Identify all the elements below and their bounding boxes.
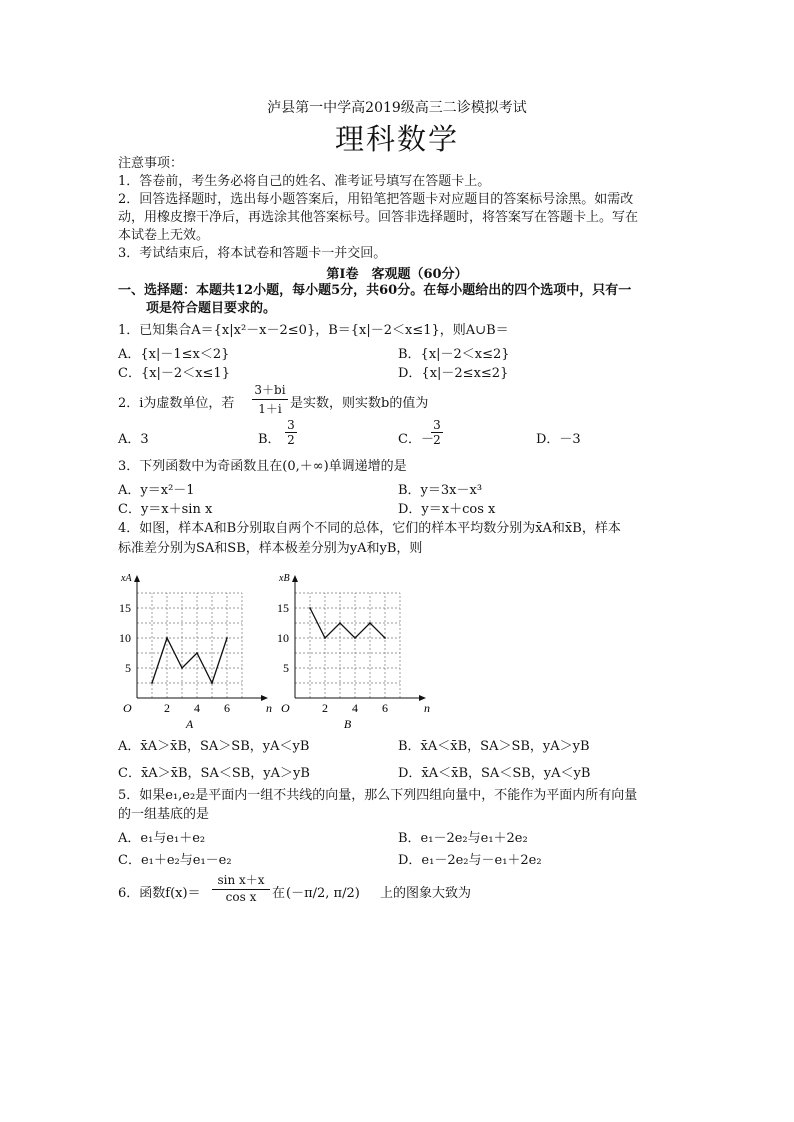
data-point	[309, 607, 311, 609]
q2-option-a: A．3	[118, 432, 149, 447]
q2-option-b: B．	[258, 432, 281, 447]
data-point	[354, 637, 356, 639]
note-item: 2．回答选择题时，选出每小题答案后，用铅笔把答题卡对应题目的答案标号涂黑。如需改	[118, 192, 634, 207]
q3-option-a: A．y＝x²－1	[118, 483, 195, 498]
origin-label: O	[123, 701, 132, 715]
q5-option-a: A．e₁与e₁＋e₂	[118, 831, 206, 846]
q6-fraction	[212, 871, 270, 904]
data-point	[211, 682, 213, 684]
q5-option-b: B．e₁－2e₂与e₁＋2e₂	[398, 831, 528, 846]
q2-option-d: D．－3	[536, 432, 581, 447]
q5-option-d: D．e₁－2e₂与－e₁＋2e₂	[398, 853, 542, 868]
origin-label: O	[281, 701, 290, 715]
q1-option-a: A．{x|－1≤x＜2}	[118, 347, 230, 362]
section-title: 第Ⅰ卷 客观题（60分）	[326, 267, 468, 282]
chart-b	[270, 558, 445, 730]
chart-caption: A	[185, 717, 194, 730]
chart-a	[112, 558, 287, 730]
subject-title: 理科数学	[334, 122, 459, 156]
question-2-stem-pre: 2．i为虚数单位，若	[118, 396, 235, 411]
q6-fraction-numerator: sin x＋x	[217, 873, 265, 887]
section-instruction: 一、选择题：本题共12小题，每小题5分，共60分。在每小题给出的四个选项中，只有一	[118, 283, 632, 298]
q4-option-b: B．x̄A＜x̄B，SA＞SB，yA＞yB	[398, 739, 590, 754]
q2-fraction-numerator: 3＋bi	[254, 383, 286, 397]
q3-option-d: D．y＝x＋cos x	[398, 502, 496, 517]
y-axis-arrow	[292, 575, 298, 582]
y-tick-label: 10	[119, 631, 131, 645]
x-tick-label: 6	[224, 701, 230, 715]
q6-interval: (－π/2, π/2)	[286, 886, 360, 901]
data-point	[196, 652, 198, 654]
q4-option-c: C．x̄A＞x̄B，SA＜SB，yA＞yB	[118, 766, 310, 781]
data-point	[324, 637, 326, 639]
x-tick-label: 6	[382, 701, 388, 715]
y-axis-label: xA	[121, 573, 132, 584]
y-tick-label: 15	[119, 601, 131, 615]
data-point	[166, 637, 168, 639]
q6-fraction-denominator: cos x	[212, 889, 270, 904]
question-4-stem: 4．如图，样本A和B分别取自两个不同的总体，它们的样本平均数分别为x̄A和x̄B，样本	[118, 521, 621, 536]
school-line: 泸县第一中学高2019级高三二诊模拟考试	[267, 100, 527, 116]
q2-fraction-denominator: 1＋i	[252, 399, 288, 417]
question-6-stem-pre: 6．函数f(x)＝	[118, 886, 201, 901]
q2-option-c-den: 2	[431, 432, 443, 447]
q4-option-d: D．x̄A＜x̄B，SA＜SB，yA＜yB	[398, 766, 591, 781]
y-tick-label: 5	[125, 661, 131, 675]
x-tick-label: 2	[164, 701, 170, 715]
x-axis-label: n	[266, 701, 272, 715]
question-6-stem-mid: 在	[272, 886, 286, 901]
note-item: 动，用橡皮擦干净后，再选涂其他答案标号。回答非选择题时，将答案写在答题卡上。写在	[118, 210, 639, 225]
question-4-stem: 标准差分别为SA和SB，样本极差分别为yA和yB，则	[118, 541, 423, 556]
q4-option-a: A．x̄A＞x̄B，SA＞SB，yA＜yB	[118, 739, 310, 754]
data-point	[339, 622, 341, 624]
q2-option-b-den: 2	[285, 432, 297, 447]
note-item: 3．考试结束后，将本试卷和答题卡一并交回。	[118, 246, 387, 261]
q2-option-b-num: 3	[287, 418, 295, 432]
y-tick-label: 15	[277, 601, 289, 615]
q2-fraction	[252, 381, 288, 417]
question-1-stem: 1．已知集合A＝{x|x²－x－2≤0}，B＝{x|－2＜x≤1}，则A∪B＝	[118, 323, 509, 338]
q2-option-b-fraction	[285, 418, 297, 447]
x-tick-label: 4	[352, 701, 358, 715]
y-axis-arrow	[134, 575, 140, 582]
x-tick-label: 2	[322, 701, 328, 715]
question-3-stem: 3．下列函数中为奇函数且在(0,＋∞)单调递增的是	[118, 459, 407, 474]
q5-option-c: C．e₁＋e₂与e₁－e₂	[118, 853, 232, 868]
question-6-stem-post: 上的图象大致为	[380, 886, 472, 901]
q2-option-c-fraction	[431, 418, 443, 447]
data-point	[226, 637, 228, 639]
section-instruction: 项是符合题目要求的。	[146, 301, 277, 316]
y-axis-label: xB	[279, 573, 290, 584]
q1-option-d: D．{x|－2≤x≤2}	[398, 366, 509, 381]
q2-option-c-num: 3	[433, 418, 441, 432]
series-line	[152, 638, 227, 683]
note-item: 本试卷上无效。	[118, 228, 210, 243]
q1-option-c: C．{x|－2＜x≤1}	[118, 366, 230, 381]
question-2-stem-post: 是实数，则实数b的值为	[290, 396, 429, 411]
data-point	[151, 682, 153, 684]
y-tick-label: 5	[283, 661, 289, 675]
q3-option-b: B．y＝3x－x³	[398, 483, 483, 498]
y-tick-label: 10	[277, 631, 289, 645]
x-tick-label: 4	[194, 701, 200, 715]
question-5-stem: 的一组基底的是	[118, 807, 210, 822]
notes-heading: 注意事项：	[118, 156, 184, 171]
data-point	[369, 622, 371, 624]
q3-option-c: C．y＝x＋sin x	[118, 502, 213, 517]
x-axis-label: n	[424, 701, 430, 715]
data-point	[181, 667, 183, 669]
question-5-stem: 5．如果e₁,e₂是平面内一组不共线的向量，那么下列四组向量中，不能作为平面内所有向量	[118, 788, 638, 803]
data-point	[384, 637, 386, 639]
note-item: 1．答卷前，考生务必将自己的姓名、准考证号填写在答题卡上。	[118, 174, 491, 189]
chart-caption: B	[343, 717, 352, 730]
q1-option-b: B．{x|－2＜x≤2}	[398, 347, 510, 362]
q2-option-c: C．－	[398, 432, 434, 447]
